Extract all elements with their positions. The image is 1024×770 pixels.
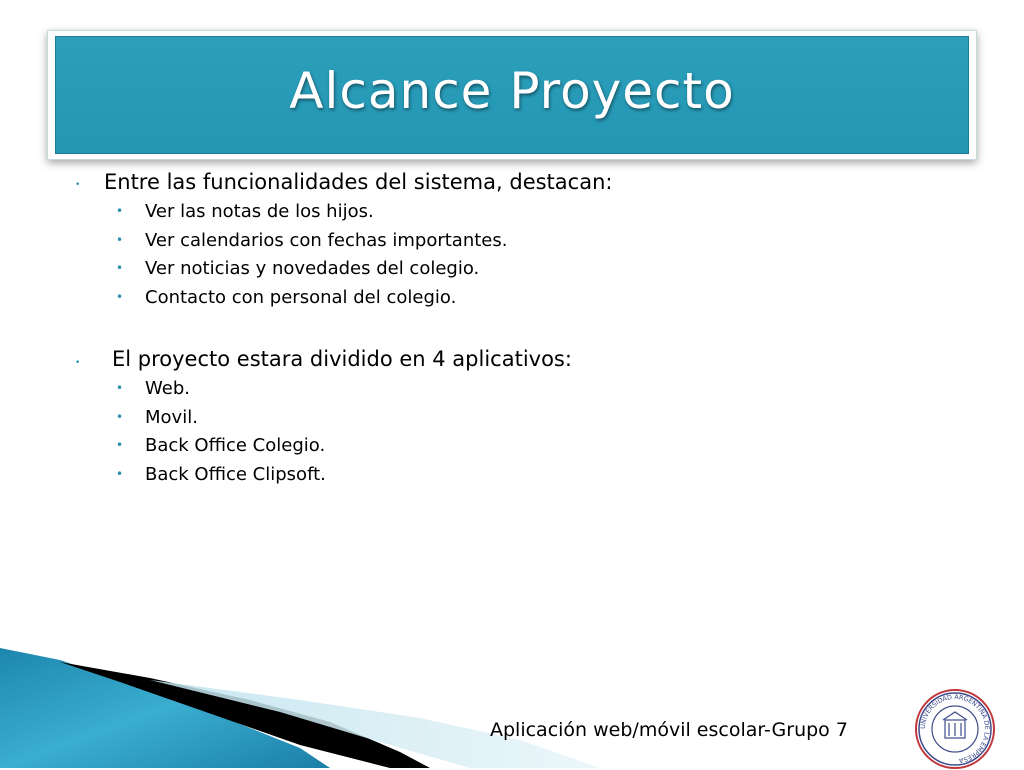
bullet-icon: •	[116, 381, 124, 395]
list-item: Ver calendarios con fechas importantes.	[145, 230, 508, 251]
seal-ring-text: UNIVERSIDAD ARGENTINA DE LA EMPRESA	[918, 692, 992, 765]
list-item: Ver noticias y novedades del colegio.	[145, 258, 480, 279]
bullet-icon: •	[75, 180, 81, 190]
list-item: Movil.	[145, 407, 198, 428]
bullet-icon: •	[116, 438, 124, 452]
list-item: Contacto con personal del colegio.	[145, 287, 457, 308]
list-item: Ver las notas de los hijos.	[145, 201, 374, 222]
bullet-icon: •	[116, 467, 124, 481]
bullet-icon: •	[116, 261, 124, 275]
bullet-icon: •	[116, 410, 124, 424]
bullet-icon: •	[116, 290, 124, 304]
footer-caption: Aplicación web/móvil escolar-Grupo 7	[490, 719, 848, 741]
section-heading-apps: El proyecto estara dividido en 4 aplicativos:	[112, 347, 572, 371]
slide-title: Alcance Proyecto	[289, 62, 735, 120]
bullet-icon: •	[116, 233, 124, 247]
bullet-icon: •	[75, 358, 81, 368]
university-seal-icon	[912, 688, 998, 770]
list-item: Back Office Clipsoft.	[145, 464, 326, 485]
bullet-icon: •	[116, 204, 124, 218]
list-item: Back Office Colegio.	[145, 435, 326, 456]
list-item: Web.	[145, 378, 190, 399]
section-heading-features: Entre las funcionalidades del sistema, destacan:	[104, 170, 613, 194]
